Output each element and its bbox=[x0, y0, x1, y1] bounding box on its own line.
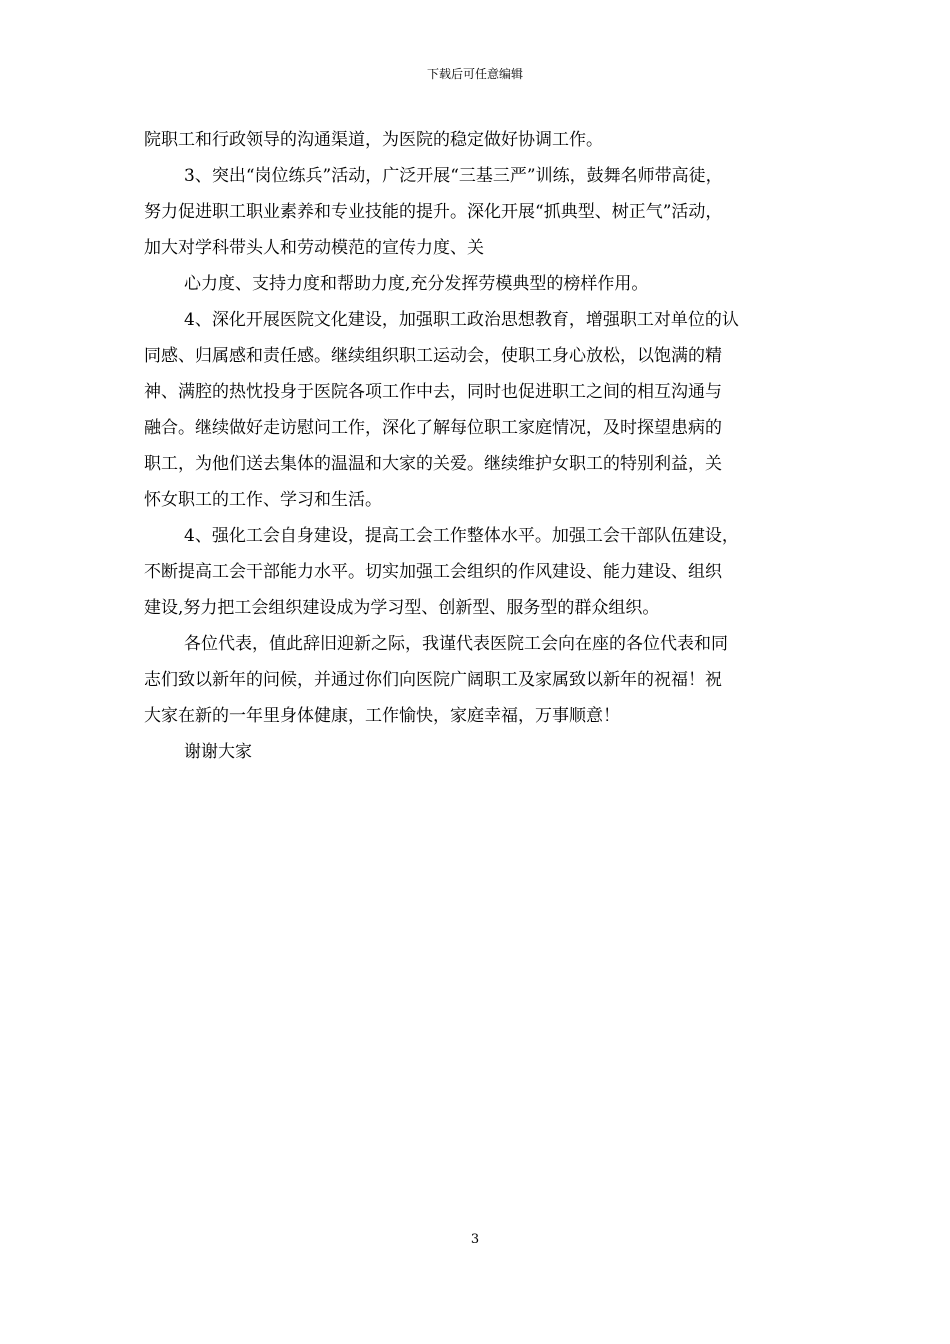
page-number: 3 bbox=[470, 1232, 480, 1247]
text-line: 大家在新的一年里身体健康，工作愉快，家庭幸福，万事顺意！ bbox=[144, 706, 620, 726]
text-line: 建设,努力把工会组织建设成为学习型、创新型、服务型的群众组织。 bbox=[144, 598, 660, 618]
text-line: 努力促进职工职业素养和专业技能的提升。深化开展“抓典型、树正气”活动， bbox=[144, 202, 723, 222]
text-line: 职工，为他们送去集体的温温和大家的关爱。继续维护女职工的特别利益，关 bbox=[144, 454, 722, 474]
text-line: 加大对学科带头人和劳动模范的宣传力度、关 bbox=[144, 238, 484, 258]
text-line: 同感、归属感和责任感。继续组织职工运动会，使职工身心放松，以饱满的精 bbox=[144, 346, 722, 366]
text-line: 神、满腔的热忱投身于医院各项工作中去，同时也促进职工之间的相互沟通与 bbox=[144, 382, 722, 402]
text-line: 志们致以新年的问候，并通过你们向医院广阔职工及家属致以新年的祝福！祝 bbox=[144, 670, 722, 690]
text-line: 不断提高工会干部能力水平。切实加强工会组织的作风建设、能力建设、组织 bbox=[144, 562, 722, 582]
text-line: 3、突出“岗位练兵”活动，广泛开展“三基三严”训练，鼓舞名师带高徒， bbox=[184, 166, 723, 186]
text-line: 谢谢大家 bbox=[184, 742, 252, 762]
document-body bbox=[144, 122, 808, 770]
text-line: 4、强化工会自身建设，提高工会工作整体水平。加强工会干部队伍建设， bbox=[184, 526, 739, 546]
text-line: 怀女职工的工作、学习和生活。 bbox=[144, 490, 382, 510]
text-line: 院职工和行政领导的沟通渠道，为医院的稳定做好协调工作。 bbox=[144, 130, 603, 150]
text-line: 4、深化开展医院文化建设，加强职工政治思想教育，增强职工对单位的认 bbox=[184, 310, 739, 330]
text-line: 融合。继续做好走访慰问工作，深化了解每位职工家庭情况，及时探望患病的 bbox=[144, 418, 722, 438]
text-line: 各位代表，值此辞旧迎新之际，我谨代表医院工会向在座的各位代表和同 bbox=[184, 634, 728, 654]
text-line: 心力度、支持力度和帮助力度,充分发挥劳模典型的榜样作用。 bbox=[184, 274, 649, 294]
page-header: 下载后可任意编辑 bbox=[426, 67, 523, 81]
